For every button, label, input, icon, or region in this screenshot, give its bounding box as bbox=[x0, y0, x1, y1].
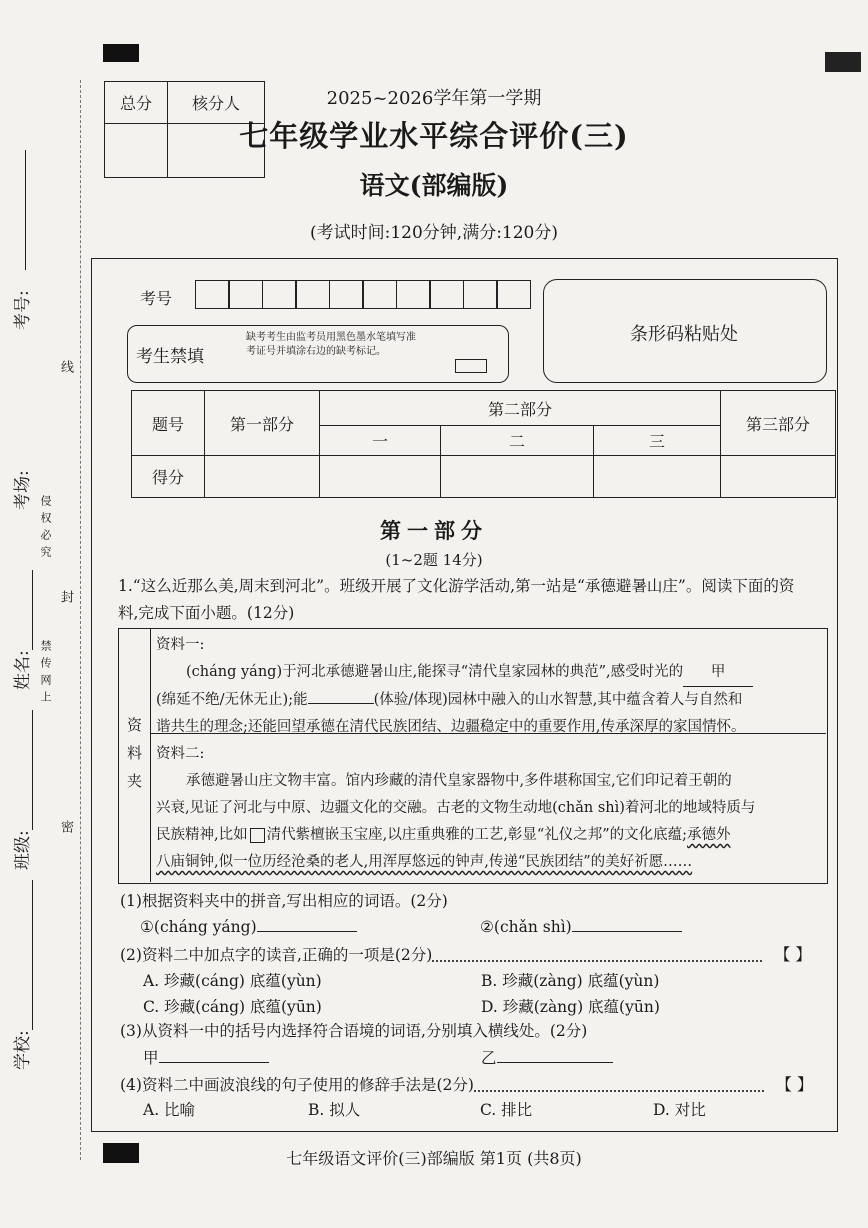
page-footer: 七年级语文评价(三)部编版 第1页 (共8页) bbox=[286, 1149, 582, 1168]
binding-warning: 禁传网上 bbox=[39, 640, 52, 708]
checker-label: 核分人 bbox=[168, 82, 265, 124]
sub1-label: 一 bbox=[320, 426, 441, 456]
part1-label: 第一部分 bbox=[205, 391, 320, 456]
materials-side-label: 资 料 夹 bbox=[118, 628, 151, 882]
sub3-label: 三 bbox=[594, 426, 721, 456]
blank-jia: 甲 bbox=[683, 659, 753, 687]
q1-sub1-a: ①(cháng yáng) bbox=[140, 914, 357, 941]
q1-sub4-A: A. 比喻 bbox=[143, 1101, 196, 1119]
q1-sub2-D: D. 珍藏(zàng) 底蕴(yūn) bbox=[481, 998, 660, 1016]
score-cell[interactable] bbox=[594, 456, 721, 498]
q1-sub3-yi: 乙 bbox=[481, 1045, 613, 1072]
binding-name: 姓名: bbox=[8, 570, 33, 690]
answer-bracket[interactable]: 【 】 bbox=[774, 945, 812, 964]
score-table bbox=[131, 390, 836, 498]
material-1: 资料一: (cháng yáng)于河北承德避暑山庄,能探寻“清代皇家园林的典范”,感受时光的 甲 (绵延不绝/无休无止);能 (体验/体现)园林中融入的山水智慧,其中蕴含着人与自然和 谐共生的理念;还能回望承德在清代民族团结、边疆稳定中的重要作用,传承深厚的家国情怀。 bbox=[156, 632, 824, 741]
q1-intro: 1.“这么近那么美,周末到河北”。班级开展了文化游学活动,第一站是“承德避暑山庄”。阅读下面的资 料,完成下面小题。(12分) bbox=[118, 577, 795, 622]
exam-info: (考试时间:120分钟,满分:120分) bbox=[309, 223, 559, 243]
answer-blank[interactable] bbox=[159, 1062, 269, 1063]
score-cell[interactable] bbox=[205, 456, 320, 498]
binding-xian: 线 bbox=[58, 360, 73, 383]
binding-exam-no: 考号: bbox=[13, 290, 33, 330]
q1-sub2-C: C. 珍藏(cáng) 底蕴(yūn) bbox=[143, 998, 322, 1016]
banned-label: 考生禁填 bbox=[136, 347, 204, 367]
q1-sub4: (4)资料二中画波浪线的句子使用的修辞手法是(2分) 【 】 bbox=[120, 1075, 814, 1094]
binding-room: 考场: bbox=[13, 470, 33, 510]
binding-school: 学校: bbox=[8, 880, 33, 1070]
answer-blank[interactable] bbox=[572, 931, 682, 932]
registration-mark bbox=[825, 52, 861, 72]
q1-sub4-C: C. 排比 bbox=[480, 1101, 533, 1119]
section-title: 第一部分 bbox=[380, 518, 488, 543]
blank-yi bbox=[308, 703, 374, 704]
q1-sub1-b: ②(chǎn shì) bbox=[480, 914, 682, 941]
q1-sub2-B: B. 珍藏(zàng) 底蕴(yùn) bbox=[481, 972, 660, 990]
answer-blank[interactable] bbox=[497, 1062, 613, 1063]
sub2-label: 二 bbox=[441, 426, 594, 456]
section-range: (1~2题 14分) bbox=[385, 551, 483, 569]
absence-mark-box[interactable] bbox=[455, 359, 487, 373]
part2-label: 第二部分 bbox=[320, 391, 721, 426]
barcode-label: 条形码粘贴处 bbox=[630, 324, 738, 345]
material-2: 资料二: 承德避暑山庄文物丰富。馆内珍藏的清代皇家器物中,多件堪称国宝,它们印记着王朝的 兴衰,见证了河北与中原、边疆文化的交融。古老的文物生动地(chǎn shì)着河北的地域特质与 民族精神,比如 清代紫檀嵌玉宝座,以庄重典雅的工艺,彰显“礼仪之邦”的文化底蕴;承德外 八庙铜钟,似一位历经沧桑的老人,用浑厚悠远的钟声,传递“民族团结”的美好祈愿…… bbox=[156, 741, 824, 876]
tihao-label: 题号 bbox=[132, 391, 205, 456]
answer-bracket[interactable]: 【 】 bbox=[775, 1075, 814, 1094]
binding-seal: 密 bbox=[58, 820, 73, 843]
part3-label: 第三部分 bbox=[721, 391, 836, 456]
registration-mark bbox=[103, 44, 139, 62]
material-2-title: 资料二: bbox=[156, 746, 205, 762]
exam-no-label: 考号 bbox=[140, 289, 173, 308]
q1-sub2: (2)资料二中加点字的读音,正确的一项是(2分) 【 】 bbox=[120, 945, 812, 964]
exam-no-boxes[interactable] bbox=[196, 280, 531, 309]
q1-sub3-jia: 甲 bbox=[143, 1045, 269, 1072]
banned-note: 缺考考生由监考员用黑色墨水笔填写准考证号并填涂右边的缺考标记。 bbox=[246, 332, 416, 357]
score-cell[interactable] bbox=[320, 456, 441, 498]
q1-sub1: (1)根据资料夹中的拼音,写出相应的词语。(2分) bbox=[120, 892, 448, 910]
material-1-title: 资料一: bbox=[156, 637, 205, 653]
fill-box bbox=[250, 828, 265, 843]
binding-class: 班级: bbox=[8, 710, 33, 870]
total-label: 总分 bbox=[105, 82, 168, 124]
q1-sub4-B: B. 拟人 bbox=[308, 1101, 361, 1119]
score-cell[interactable] bbox=[721, 456, 836, 498]
binding-feng: 封 bbox=[58, 590, 73, 613]
semester-line: 2025~2026学年第一学期 bbox=[326, 88, 542, 109]
page-title: 七年级学业水平综合评价(三) bbox=[239, 119, 629, 153]
q1-sub2-A: A. 珍藏(cáng) 底蕴(yùn) bbox=[143, 972, 322, 990]
q1-sub4-D: D. 对比 bbox=[653, 1101, 706, 1119]
defen-label: 得分 bbox=[132, 456, 205, 498]
answer-blank[interactable] bbox=[257, 931, 357, 932]
q1-sub3: (3)从资料一中的括号内选择符合语境的词语,分别填入横线处。(2分) bbox=[120, 1022, 588, 1040]
subject-title: 语文(部编版) bbox=[359, 171, 509, 200]
binding-warning: 侵权必究 bbox=[39, 495, 52, 563]
score-cell[interactable] bbox=[441, 456, 594, 498]
